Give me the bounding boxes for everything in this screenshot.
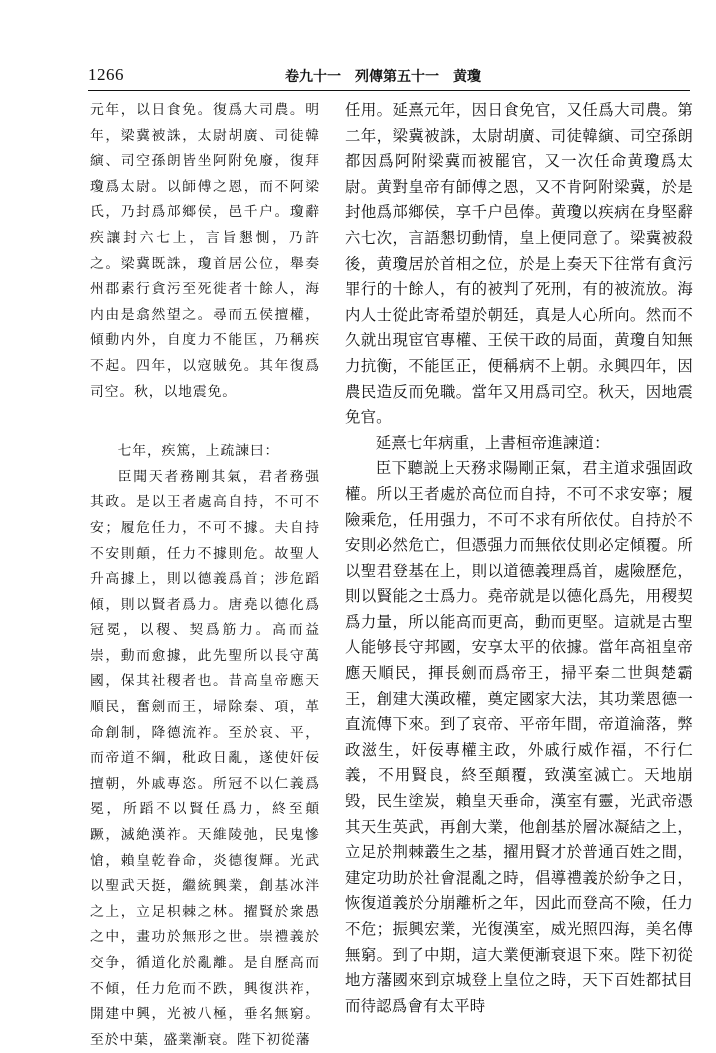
paragraph-gap: [90, 405, 320, 439]
page-number: 1266: [88, 65, 124, 84]
translation-memorial-body: 臣下聽説上天務求陽剛正氣，君主道求强固政權。所以王者處於高位而自持，不可不求安寧；履險乘危，任用强力，不可不求有所依仗。自持於不安則必然危亡，但憑强力而無依仗則必定傾覆。所以聖君登基在上，則以道德義理爲首，處險歷危，則以賢能之士爲力。堯帝就是以德化爲先，用稷契爲力量，所以能高而更高，動而更堅。這就是古聖人能够長守邦國，安享太平的依據。當年高祖皇帝應天順民，揮長劍而爲帝王，掃平秦二世與楚霸王，創建大漢政權，奠定國家大法，其功業恩德一直流傳下來。到了哀帝、平帝年間，帝道淪落，弊政滋生，奸佞專權主政，外戚行威作福，不行仁義，不用賢良，終至顛覆，致漢室滅亡。天地崩毁，民生塗炭，賴皇天垂命，漢室有靈，光武帝憑其天生英武，再創大業，他創基於層冰凝結之上，立足於荆棘叢生之基，擢用賢才於普通百姓之間，建定功助於社會混亂之時，倡導禮義於紛争之日，恢復道義於分崩離析之年，因此而登高不險，任力不危；振興宏業，光復漢室，威光照四海，美名傳無窮。到了中期，這大業便漸衰退下來。陛下初從地方藩國來到京城登上皇位之時，天下百姓都拭目而待認爲會有太平時: [345, 459, 693, 1015]
translation-memorial-intro: 延熹七年病重，上書桓帝進諫道：: [375, 433, 610, 452]
translation-paragraph-1: 任用。延熹元年，因日食免官，又任爲大司農。第二年，梁冀被誅，太尉胡廣、司徒韓縯、司空孫朗都因爲阿附梁冀而被罷官，又一次任命黄瓊爲太尉。黄對皇帝有師傅之恩，又不肯阿附梁冀，於是封他爲邟鄉侯，享千户邑俸。黄瓊以疾病在身堅辭六七次，言語懇切動情，皇上便同意了。梁冀被殺後，黄瓊居於首相之位，於是上奏天下往常有貪污罪行的十餘人，有的被判了死刑，有的被流放。海内人士從此寄希望於朝廷，真是人心所向。然而不久就出現宦官專權、王侯干政的局面，黄瓊自知無力抗衡，不能匡正，便稱病不上朝。永興四年，因農民造反而免職。當年又用爲司空。秋天，因地震免官。: [345, 101, 693, 427]
classical-text-column: [90, 98, 320, 1053]
classical-memorial-body: 臣聞天者務剛其氣，君者務强其政。是以王者處高自持，不可不安；履危任力，不可不據。夫自持不安則顛，任力不據則危。故聖人升高據上，則以德義爲首；涉危蹈傾，則以賢者爲力。唐堯以德化爲冠冕，以稷、契爲筋力。高而益崇，動而愈據，此先聖所以長守萬國，保其社稷者也。昔高皇帝應天順民，奮劍而王，埽除秦、項，革命創制，降德流祚。至於哀、平，而帝道不綱，秕政日亂，遂使奸佞擅朝，外戚專恣。所冠不以仁義爲冕，所蹈不以賢任爲力，終至顛蹶，滅絶漢祚。天維陵弛，民鬼慘愴，賴皇乾眷命，炎德復輝。光武以聖武天挺，繼統興業，創基冰泮之上，立足枳棘之林。擢賢於衆愚之中，畫功於無形之世。崇禮義於交争，循道化於亂離。是自歷高而不傾，任力危而不跌，興復洪祚，開建中興，光被八極，垂名無窮。至於中葉，盛業漸衰。陛下初從藩: [90, 468, 320, 1048]
translation-text-column: [345, 98, 693, 1019]
classical-paragraph-1: 元年，以日食免。復爲大司農。明年，梁冀被誅，太尉胡廣、司徒韓縯、司空孫朗皆坐阿附免廢，復拜瓊爲太尉。以師傅之恩，而不阿梁氏，乃封爲邟鄉侯，邑千户。瓊辭疾讓封六七上，言旨懇惻，乃許之。梁冀既誅，瓊首居公位，舉奏州郡素行貪污至死徙者十餘人，海内由是翕然望之。尋而五侯擅權，傾動内外，自度力不能匡，乃稱疾不起。四年，以寇賊免。其年復爲司空。秋，以地震免。: [90, 102, 320, 400]
classical-memorial-intro: 七年，疾篤，上疏諫曰：: [117, 443, 280, 460]
header-rule: [88, 90, 690, 91]
running-header: 卷九十一 列傳第五十一 黄瓊: [285, 69, 481, 85]
